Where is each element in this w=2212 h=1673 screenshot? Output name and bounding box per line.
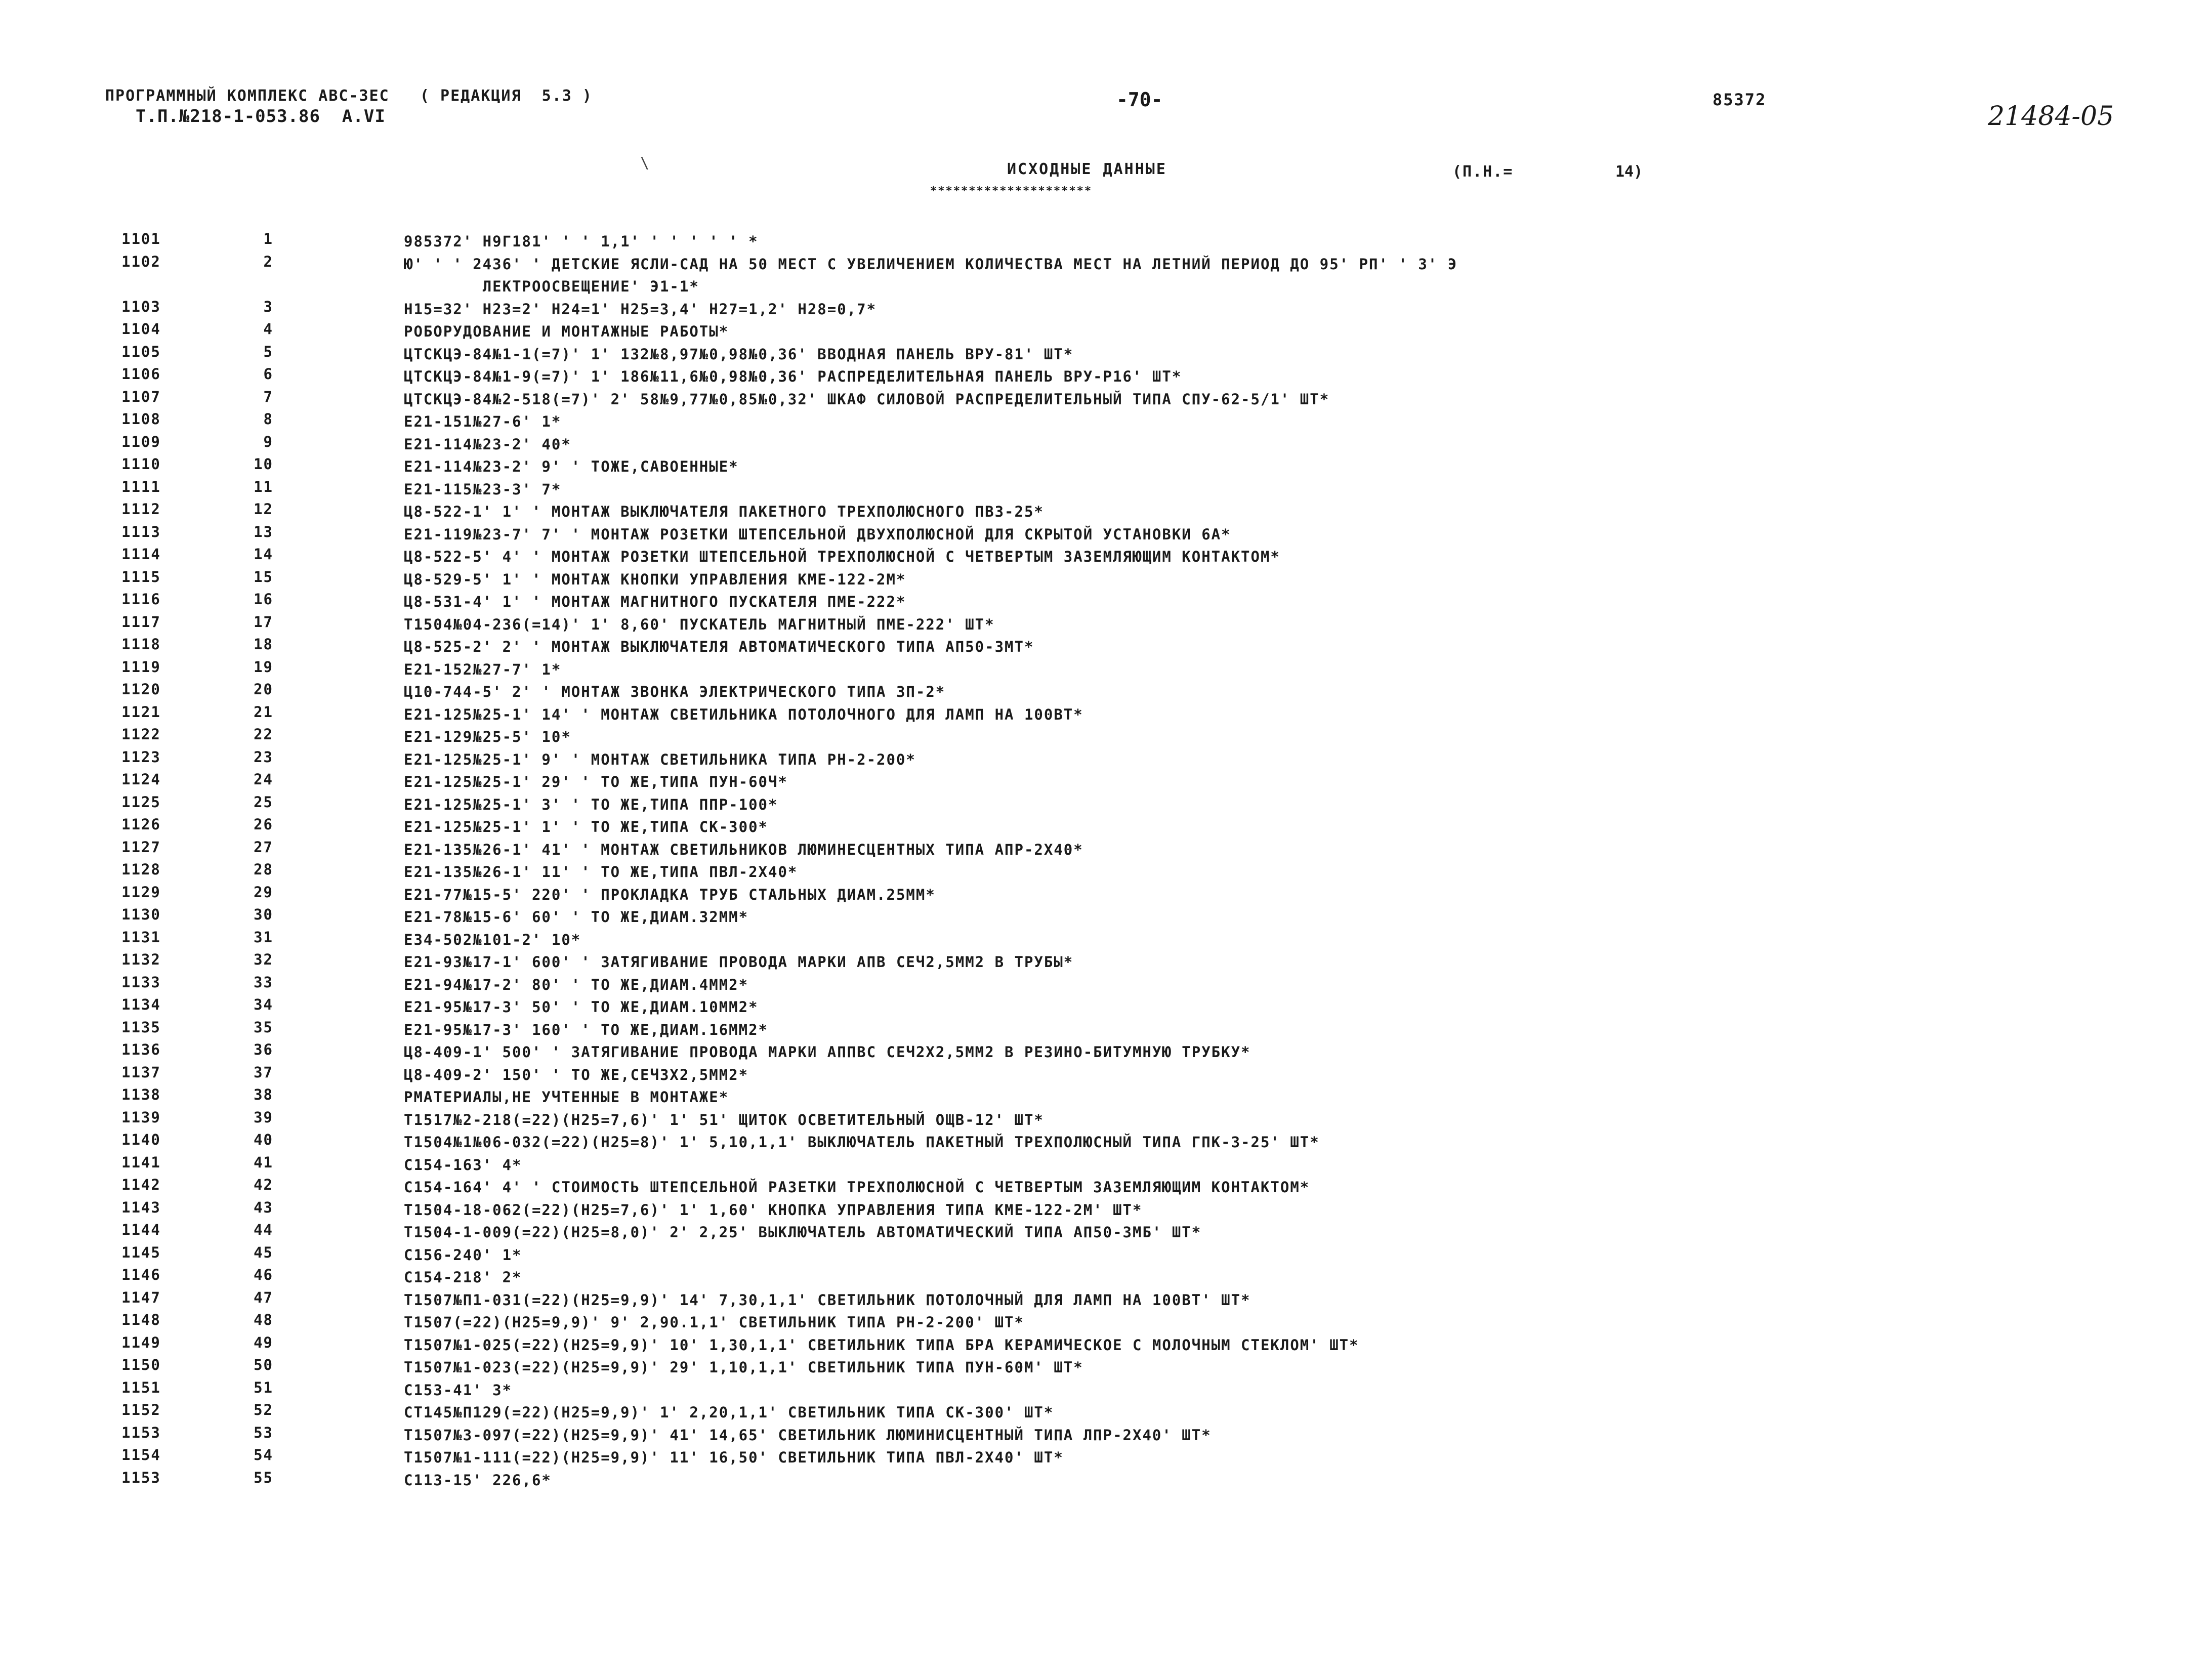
line-text: Т1507№1-025(=22)(Н25=9,9)' 10' 1,30,1,1' СВЕТИЛЬНИК ТИПА БРА КЕРАМИЧЕСКОЕ С МОЛОЧНЫМ СТЕКЛОМ' ШТ* — [404, 1336, 1359, 1354]
line-text: С154-164' 4' ' СТОИМОСТЬ ШТЕПСЕЛЬНОЙ РАЗЕТКИ ТРЕХПОЛЮСНОЙ С ЧЕТВЕРТЫМ ЗАЗЕМЛЯЮЩИМ КОНТАКТОМ* — [404, 1179, 1310, 1196]
line-id: 1112 — [121, 500, 161, 518]
listing-row — [121, 1401, 2171, 1424]
line-number: 39 — [254, 1108, 273, 1126]
line-text: Е21-93№17-1' 600' ' ЗАТЯГИВАНИЕ ПРОВОДА МАРКИ АПВ СЕЧ2,5ММ2 В ТРУБЫ* — [404, 953, 1074, 971]
line-number: 49 — [254, 1333, 273, 1351]
listing-row — [121, 861, 2171, 884]
line-id: 1126 — [121, 816, 161, 833]
line-number: 27 — [254, 838, 273, 856]
listing-row — [121, 410, 2171, 433]
line-text: Т1504№1№06-032(=22)(Н25=8)' 1' 5,10,1,1' ВЫКЛЮЧАТЕЛЬ ПАКЕТНЫЙ ТРЕХПОЛЮСНЫЙ ТИПА ГПК-3-25' ШТ* — [404, 1134, 1320, 1151]
line-number: 35 — [254, 1018, 273, 1036]
line-id: 1130 — [121, 906, 161, 923]
line-number: 28 — [254, 861, 273, 878]
line-text: Т1507№1-111(=22)(Н25=9,9)' 11' 16,50' СВЕТИЛЬНИК ТИПА ПВЛ-2Х40' ШТ* — [404, 1449, 1064, 1466]
line-text: СТ145№П129(=22)(Н25=9,9)' 1' 2,20,1,1' СВЕТИЛЬНИК ТИПА СК-300' ШТ* — [404, 1404, 1054, 1421]
title-underline: ********************* — [930, 185, 1093, 197]
line-text: Е21-114№23-2' 9' ' ТОЖЕ,САВОЕННЫЕ* — [404, 458, 739, 475]
line-text: Т1507(=22)(Н25=9,9)' 9' 2,90.1,1' СВЕТИЛЬНИК ТИПА РН-2-200' ШТ* — [404, 1314, 1024, 1331]
line-text: Ц8-529-5' 1' ' МОНТАЖ КНОПКИ УПРАВЛЕНИЯ КМЕ-122-2М* — [404, 570, 906, 588]
line-id: 1119 — [121, 658, 161, 676]
line-id: 1153 — [121, 1424, 161, 1441]
line-number: 53 — [254, 1424, 273, 1441]
line-text: Е21-135№26-1' 11' ' ТО ЖЕ,ТИПА ПВЛ-2Х40* — [404, 863, 798, 881]
listing-row — [121, 478, 2171, 501]
pn-value: 14) — [1615, 163, 1643, 181]
line-text: Е21-129№25-5' 10* — [404, 728, 571, 745]
line-number: 50 — [254, 1356, 273, 1373]
listing-row — [121, 658, 2171, 681]
listing-row — [121, 1289, 2171, 1312]
listing-row — [121, 523, 2171, 546]
line-id: 1115 — [121, 568, 161, 585]
line-text: ЦТСКЦЭ-84№1-1(=7)' 1' 132№8,97№0,98№0,36' ВВОДНАЯ ПАНЕЛЬ ВРУ-81' ШТ* — [404, 345, 1074, 363]
listing-row — [121, 748, 2171, 771]
listing-row — [121, 1311, 2171, 1334]
line-id: 1131 — [121, 928, 161, 946]
line-text: Т1504-1-009(=22)(Н25=8,0)' 2' 2,25' ВЫКЛЮЧАТЕЛЬ АВТОМАТИЧЕСКИЙ ТИПА АП50-3МБ' ШТ* — [404, 1224, 1202, 1241]
line-number: 41 — [254, 1153, 273, 1171]
line-number: 18 — [254, 636, 273, 653]
line-number: 5 — [263, 343, 273, 360]
line-number: 7 — [263, 388, 273, 405]
line-id: 1114 — [121, 546, 161, 563]
line-number: 44 — [254, 1221, 273, 1238]
line-text: Е21-135№26-1' 41' ' МОНТАЖ СВЕТИЛЬНИКОВ ЛЮМИНЕСЦЕНТНЫХ ТИПА АПР-2Х40* — [404, 841, 1083, 858]
listing-row — [121, 816, 2171, 839]
line-text: Ц8-409-2' 150' ' ТО ЖЕ,СЕЧ3Х2,5ММ2* — [404, 1066, 749, 1083]
line-text: 985372' Н9Г181' ' ' 1,1' ' ' ' ' ' * — [404, 233, 759, 250]
line-id: 1118 — [121, 636, 161, 653]
line-number: 19 — [254, 658, 273, 676]
listing-row — [121, 703, 2171, 726]
listing-row — [121, 1131, 2171, 1154]
line-number: 52 — [254, 1401, 273, 1418]
line-text: С156-240' 1* — [404, 1246, 522, 1264]
listing-row — [121, 253, 2171, 298]
listing-row — [121, 1244, 2171, 1267]
listing-row — [121, 771, 2171, 793]
line-number: 25 — [254, 793, 273, 811]
line-number: 22 — [254, 726, 273, 743]
line-number: 2 — [263, 253, 273, 270]
line-number: 6 — [263, 365, 273, 383]
line-text: Н15=32' Н23=2' Н24=1' Н25=3,4' Н27=1,2' Н28=0,7* — [404, 300, 877, 318]
line-number: 48 — [254, 1311, 273, 1328]
listing-row — [121, 1379, 2171, 1402]
program-header: ПРОГРАММНЫЙ КОМПЛЕКС АВС-ЗЕС ( РЕДАКЦИЯ 5.3 ) — [105, 87, 593, 105]
listing-row — [121, 681, 2171, 703]
line-text: Е21-125№25-1' 3' ' ТО ЖЕ,ТИПА ППР-100* — [404, 796, 778, 813]
listing-row — [121, 793, 2171, 816]
line-id: 1153 — [121, 1469, 161, 1486]
line-number: 42 — [254, 1176, 273, 1193]
listing-row — [121, 951, 2171, 974]
line-number: 16 — [254, 591, 273, 608]
line-id: 1105 — [121, 343, 161, 360]
line-number: 46 — [254, 1266, 273, 1283]
listing-row — [121, 726, 2171, 748]
line-id: 1107 — [121, 388, 161, 405]
line-id: 1102 — [121, 253, 161, 270]
line-text: Е21-115№23-3' 7* — [404, 480, 562, 498]
line-id: 1120 — [121, 681, 161, 698]
line-id: 1141 — [121, 1153, 161, 1171]
line-id: 1113 — [121, 523, 161, 540]
line-id: 1124 — [121, 771, 161, 788]
listing-row — [121, 320, 2171, 343]
listing-row — [121, 1019, 2171, 1041]
line-number: 13 — [254, 523, 273, 540]
line-id: 1134 — [121, 996, 161, 1013]
line-id: 1144 — [121, 1221, 161, 1238]
line-id: 1147 — [121, 1288, 161, 1306]
line-id: 1132 — [121, 951, 161, 968]
line-text: Ю' ' ' 2436' ' ДЕТСКИЕ ЯСЛИ-САД НА 50 МЕСТ С УВЕЛИЧЕНИЕМ КОЛИЧЕСТВА МЕСТ НА ЛЕТНИЙ ПЕРИОД ДО 95' РП' ' 3' Э ЛЕКТРООСВЕЩЕНИЕ' Э1-1* — [404, 255, 1458, 295]
line-text: Т1504№04-236(=14)' 1' 8,60' ПУСКАТЕЛЬ МАГНИТНЫЙ ПМЕ-222' ШТ* — [404, 615, 995, 633]
line-id: 1106 — [121, 365, 161, 383]
listing-row — [121, 636, 2171, 658]
line-number: 26 — [254, 816, 273, 833]
line-id: 1137 — [121, 1063, 161, 1081]
listing-row — [121, 1064, 2171, 1086]
listing-row — [121, 365, 2171, 388]
line-text: Т1507№3-097(=22)(Н25=9,9)' 41' 14,65' СВЕТИЛЬНИК ЛЮМИНИСЦЕНТНЫЙ ТИПА ЛПР-2Х40' ШТ* — [404, 1426, 1212, 1444]
line-id: 1133 — [121, 973, 161, 991]
listing-row — [121, 1086, 2171, 1109]
line-number: 38 — [254, 1086, 273, 1103]
line-number: 47 — [254, 1288, 273, 1306]
line-id: 1152 — [121, 1401, 161, 1418]
listing-row — [121, 1266, 2171, 1289]
sheet-number-handwritten: 21484-05 — [1988, 101, 2114, 132]
line-number: 30 — [254, 906, 273, 923]
listing-row — [121, 1469, 2171, 1492]
page-number: -70- — [1116, 89, 1163, 111]
line-text: Е21-151№27-6' 1* — [404, 413, 562, 430]
listing-row — [121, 839, 2171, 861]
listing-row — [121, 433, 2171, 456]
line-text: Ц8-522-1' 1' ' МОНТАЖ ВЫКЛЮЧАТЕЛЯ ПАКЕТНОГО ТРЕХПОЛЮСНОГО ПВЗ-25* — [404, 503, 1044, 520]
line-id: 1123 — [121, 748, 161, 766]
line-id: 1135 — [121, 1018, 161, 1036]
line-id: 1139 — [121, 1108, 161, 1126]
listing-row — [121, 1109, 2171, 1132]
listing-row — [121, 884, 2171, 906]
line-number: 23 — [254, 748, 273, 766]
line-text: Е21-125№25-1' 29' ' ТО ЖЕ,ТИПА ПУН-60Ч* — [404, 773, 788, 790]
line-id: 1110 — [121, 455, 161, 473]
listing-row — [121, 388, 2171, 411]
line-text: С154-218' 2* — [404, 1269, 522, 1286]
line-text: Ц8-522-5' 4' ' МОНТАЖ РОЗЕТКИ ШТЕПСЕЛЬНОЙ ТРЕХПОЛЮСНОЙ С ЧЕТВЕРТЫМ ЗАЗЕМЛЯЮЩИМ КОНТАКТОМ* — [404, 548, 1280, 565]
line-id: 1109 — [121, 433, 161, 450]
scan-mark: \ — [640, 154, 650, 172]
listing-row — [121, 613, 2171, 636]
line-number: 29 — [254, 883, 273, 901]
line-text: Е21-114№23-2' 40* — [404, 435, 571, 453]
listing-row — [121, 996, 2171, 1019]
line-id: 1154 — [121, 1446, 161, 1463]
listing-row — [121, 455, 2171, 478]
line-id: 1140 — [121, 1131, 161, 1148]
line-text: С154-163' 4* — [404, 1156, 522, 1174]
line-text: Е21-78№15-6' 60' ' ТО ЖЕ,ДИАМ.32ММ* — [404, 908, 749, 926]
line-number: 34 — [254, 996, 273, 1013]
line-id: 1146 — [121, 1266, 161, 1283]
line-text: Е21-152№27-7' 1* — [404, 660, 562, 678]
line-number: 37 — [254, 1063, 273, 1081]
line-id: 1128 — [121, 861, 161, 878]
line-id: 1111 — [121, 478, 161, 495]
line-number: 51 — [254, 1378, 273, 1396]
line-id: 1121 — [121, 703, 161, 721]
line-text: С113-15' 226,6* — [404, 1471, 552, 1489]
line-number: 9 — [263, 433, 273, 450]
line-number: 40 — [254, 1131, 273, 1148]
line-number: 4 — [263, 320, 273, 338]
line-text: Т1504-18-062(=22)(Н25=7,6)' 1' 1,60' КНОПКА УПРАВЛЕНИЯ ТИПА КМЕ-122-2М' ШТ* — [404, 1201, 1143, 1219]
line-number: 55 — [254, 1469, 273, 1486]
line-number: 21 — [254, 703, 273, 721]
line-text: РОБОРУДОВАНИЕ И МОНТАЖНЫЕ РАБОТЫ* — [404, 323, 729, 340]
line-number: 32 — [254, 951, 273, 968]
line-text: Е21-95№17-3' 160' ' ТО ЖЕ,ДИАМ.16ММ2* — [404, 1021, 769, 1038]
line-number: 36 — [254, 1041, 273, 1058]
listing-row — [121, 1154, 2171, 1177]
line-text: Ц8-525-2' 2' ' МОНТАЖ ВЫКЛЮЧАТЕЛЯ АВТОМАТИЧЕСКОГО ТИПА АП50-3МТ* — [404, 638, 1034, 655]
line-text: С153-41' 3* — [404, 1381, 513, 1399]
line-id: 1103 — [121, 298, 161, 315]
listing-row — [121, 591, 2171, 613]
line-text: Т1507№П1-031(=22)(Н25=9,9)' 14' 7,30,1,1' СВЕТИЛЬНИК ПОТОЛОЧНЫЙ ДЛЯ ЛАМП НА 100ВТ' ШТ* — [404, 1291, 1251, 1309]
line-id: 1117 — [121, 613, 161, 631]
line-number: 15 — [254, 568, 273, 585]
listing-row — [121, 230, 2171, 253]
line-text: Е34-502№101-2' 10* — [404, 931, 581, 948]
line-text: Е21-125№25-1' 1' ' ТО ЖЕ,ТИПА СК-300* — [404, 818, 769, 835]
line-text: ЦТСКЦЭ-84№1-9(=7)' 1' 186№11,6№0,98№0,36' РАСПРЕДЕЛИТЕЛЬНАЯ ПАНЕЛЬ ВРУ-Р16' ШТ* — [404, 368, 1182, 385]
line-text: Т1517№2-218(=22)(Н25=7,6)' 1' 51' ЩИТОК ОСВЕТИТЕЛЬНЫЙ ОЩВ-12' ШТ* — [404, 1111, 1044, 1128]
listing-row — [121, 343, 2171, 366]
listing-row — [121, 1356, 2171, 1379]
line-id: 1116 — [121, 591, 161, 608]
line-number: 24 — [254, 771, 273, 788]
line-text: Ц8-531-4' 1' ' МОНТАЖ МАГНИТНОГО ПУСКАТЕЛЯ ПМЕ-222* — [404, 593, 906, 610]
line-id: 1138 — [121, 1086, 161, 1103]
line-number: 45 — [254, 1243, 273, 1261]
line-id: 1151 — [121, 1378, 161, 1396]
listing-row — [121, 546, 2171, 568]
line-text: Е21-95№17-3' 50' ' ТО ЖЕ,ДИАМ.10ММ2* — [404, 998, 759, 1016]
line-number: 14 — [254, 546, 273, 563]
line-id: 1104 — [121, 320, 161, 338]
line-id: 1150 — [121, 1356, 161, 1373]
line-text: Е21-77№15-5' 220' ' ПРОКЛАДКА ТРУБ СТАЛЬНЫХ ДИАМ.25ММ* — [404, 886, 936, 903]
line-id: 1143 — [121, 1198, 161, 1216]
line-id: 1148 — [121, 1311, 161, 1328]
document-code: 85372 — [1713, 90, 1767, 109]
line-text: Ц10-744-5' 2' ' МОНТАЖ ЗВОНКА ЭЛЕКТРИЧЕСКОГО ТИПА ЗП-2* — [404, 683, 946, 700]
line-text: Е21-119№23-7' 7' ' МОНТАЖ РОЗЕТКИ ШТЕПСЕЛЬНОЙ ДВУХПОЛЮСНОЙ ДЛЯ СКРЫТОЙ УСТАНОВКИ 6А* — [404, 525, 1231, 543]
line-id: 1136 — [121, 1041, 161, 1058]
line-number: 8 — [263, 410, 273, 428]
listing-row — [121, 929, 2171, 951]
line-number: 33 — [254, 973, 273, 991]
line-id: 1122 — [121, 726, 161, 743]
line-text: Е21-94№17-2' 80' ' ТО ЖЕ,ДИАМ.4ММ2* — [404, 976, 749, 993]
line-number: 11 — [254, 478, 273, 495]
line-number: 3 — [263, 298, 273, 315]
line-id: 1142 — [121, 1176, 161, 1193]
line-id: 1129 — [121, 883, 161, 901]
line-number: 17 — [254, 613, 273, 631]
project-reference: Т.П.№218-1-053.86 А.VI — [136, 106, 386, 127]
listing-row — [121, 1334, 2171, 1357]
line-text: Е21-125№25-1' 14' ' МОНТАЖ СВЕТИЛЬНИКА ПОТОЛОЧНОГО ДЛЯ ЛАМП НА 100ВТ* — [404, 705, 1083, 723]
listing-row — [121, 500, 2171, 523]
listing-row — [121, 1176, 2171, 1199]
listing-row — [121, 298, 2171, 321]
line-id: 1127 — [121, 838, 161, 856]
listing-row — [121, 1041, 2171, 1064]
listing-row — [121, 1446, 2171, 1469]
line-number: 12 — [254, 500, 273, 518]
listing-row — [121, 1424, 2171, 1447]
line-id: 1101 — [121, 230, 161, 247]
line-number: 31 — [254, 928, 273, 946]
listing-row — [121, 906, 2171, 929]
line-text: Т1507№1-023(=22)(Н25=9,9)' 29' 1,10,1,1' СВЕТИЛЬНИК ТИПА ПУН-60М' ШТ* — [404, 1359, 1083, 1376]
listing-row — [121, 1199, 2171, 1222]
line-number: 43 — [254, 1198, 273, 1216]
line-text: РМАТЕРИАЛЫ,НЕ УЧТЕННЫЕ В МОНТАЖЕ* — [404, 1089, 729, 1106]
line-text: ЦТСКЦЭ-84№2-518(=7)' 2' 58№9,77№0,85№0,32' ШКАФ СИЛОВОЙ РАСПРЕДЕЛИТЕЛЬНЫЙ ТИПА СПУ-62-5/1' ШТ* — [404, 390, 1330, 408]
page-title: ИСХОДНЫЕ ДАННЫЕ — [1007, 160, 1167, 178]
listing-row — [121, 1221, 2171, 1244]
line-number: 1 — [263, 230, 273, 247]
input-data-listing — [121, 230, 2171, 1491]
line-number: 20 — [254, 681, 273, 698]
pn-label: (П.Н.= — [1452, 163, 1514, 181]
line-id: 1145 — [121, 1243, 161, 1261]
line-id: 1149 — [121, 1333, 161, 1351]
listing-row — [121, 568, 2171, 591]
line-text: Ц8-409-1' 500' ' ЗАТЯГИВАНИЕ ПРОВОДА МАРКИ АППВС СЕЧ2Х2,5ММ2 В РЕЗИНО-БИТУМНУЮ ТРУБКУ* — [404, 1043, 1251, 1061]
line-text: Е21-125№25-1' 9' ' МОНТАЖ СВЕТИЛЬНИКА ТИПА РН-2-200* — [404, 750, 916, 768]
line-number: 54 — [254, 1446, 273, 1463]
line-id: 1108 — [121, 410, 161, 428]
line-number: 10 — [254, 455, 273, 473]
listing-row — [121, 974, 2171, 996]
line-id: 1125 — [121, 793, 161, 811]
